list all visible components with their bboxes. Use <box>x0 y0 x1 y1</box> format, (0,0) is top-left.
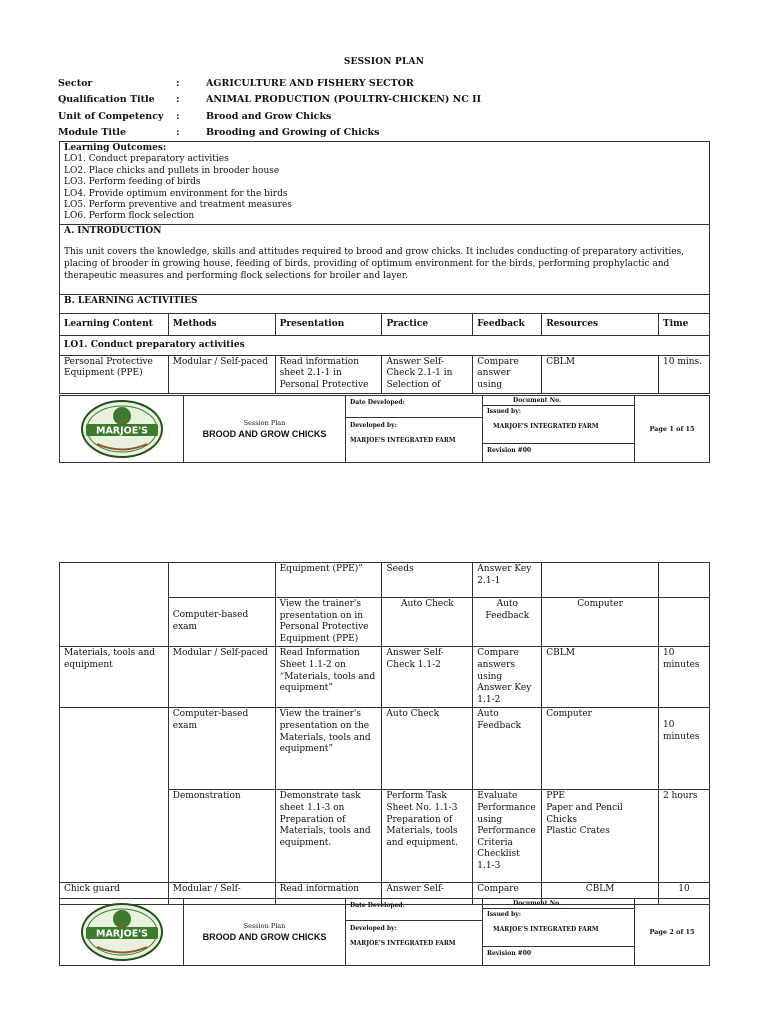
table-cell: Chick guard <box>60 883 169 905</box>
footer-small-title: Session Plan <box>243 419 286 427</box>
table-cell: Answer Self-Check 2.1-1 in Selection of <box>382 355 473 393</box>
table-cell: Computer <box>542 708 659 790</box>
table-cell: View the trainer's presentation on the Materials, tools and equipment” <box>275 708 382 790</box>
footer-big-title: BROOD AND GROW CHICKS <box>202 429 327 439</box>
column-header: Practice <box>382 313 473 335</box>
table-cell: Auto Feedback <box>473 598 542 647</box>
table-cell: CBLM <box>542 355 659 393</box>
table-cell: Read information <box>275 883 382 905</box>
table-cell: Modular / Self- <box>168 883 275 905</box>
table-cell: Auto Check <box>382 598 473 647</box>
revision-label: Revision #00 <box>487 950 532 957</box>
footer-developer-cell <box>346 899 483 965</box>
issued-by-label: Issued by: <box>487 408 521 415</box>
date-developed-label: Date Developed: <box>346 396 482 418</box>
table-cell: Compare answer using <box>473 355 542 393</box>
issuer-farm: MARJOE'S INTEGRATED FARM <box>493 926 599 933</box>
table-cell <box>168 563 275 598</box>
table-cell: Read Information Sheet 1.1-2 on “Materials, tools and equipment” <box>275 647 382 708</box>
issued-by-label: Issued by: <box>487 911 521 918</box>
date-developed-label: Date Developed: <box>346 899 482 921</box>
table-cell: Computer-based exam <box>168 708 275 790</box>
issuer-farm: MARJOE'S INTEGRATED FARM <box>493 423 599 430</box>
page-footer <box>59 898 710 966</box>
marjoes-logo-icon <box>79 902 165 962</box>
session-plan-header <box>58 57 710 141</box>
table-cell: Seeds <box>382 563 473 598</box>
column-header: Methods <box>168 313 275 335</box>
table-cell: CBLM <box>542 883 659 905</box>
footer-small-title: Session Plan <box>243 922 286 930</box>
developer-farm: MARJOE'S INTEGRATED FARM <box>350 940 456 947</box>
table-cell: Computer-based exam <box>168 598 275 647</box>
developed-by-label: Developed by: <box>350 422 397 429</box>
table-cell: Read information sheet 2.1-1 in Personal Protective <box>275 355 382 393</box>
footer-document-cell <box>483 899 635 965</box>
table-cell: Auto Check <box>382 708 473 790</box>
column-header: Feedback <box>473 313 542 335</box>
revision-label: Revision #00 <box>487 447 532 454</box>
learning-outcome-item: LO3. Perform feeding of birds <box>64 177 201 188</box>
table-cell <box>60 708 169 883</box>
table-cell: 10 minutes <box>658 647 709 708</box>
footer-big-title: BROOD AND GROW CHICKS <box>202 932 327 942</box>
learning-activities-heading: B. LEARNING ACTIVITIES <box>60 294 710 313</box>
footer-title-cell <box>184 899 346 965</box>
introduction-cell <box>60 224 710 294</box>
footer-developer-cell <box>346 396 483 462</box>
lo1-heading: LO1. Conduct preparatory activities <box>60 335 710 355</box>
table-cell: 10 minutes <box>658 708 709 790</box>
developed-by-label: Developed by: <box>350 925 397 932</box>
marjoes-logo-icon <box>79 399 165 459</box>
table-cell: CBLM <box>542 647 659 708</box>
session-plan-table-page2 <box>59 562 710 905</box>
page-number: Page 2 of 15 <box>649 928 695 936</box>
table-cell: View the trainer's presentation on in Personal Protective Equipment (PPE) <box>275 598 382 647</box>
logo-cell <box>60 899 184 965</box>
table-cell: Modular / Self-paced <box>168 647 275 708</box>
table-cell: Answer Self-Check 1.1-2 <box>382 647 473 708</box>
page-number: Page 1 of 15 <box>649 425 695 433</box>
column-header: Time <box>659 313 710 335</box>
table-cell: Answer Key 2.1-1 <box>473 563 542 598</box>
learning-outcome-item: LO1. Conduct preparatory activities <box>64 154 229 165</box>
table-cell: 10 <box>658 883 709 905</box>
learning-outcome-item: LO4. Provide optimum environment for the birds <box>64 188 288 199</box>
learning-outcomes-cell <box>60 142 710 225</box>
table-cell: Answer Self- <box>382 883 473 905</box>
learning-outcome-item: LO5. Perform preventive and treatment measures <box>64 200 292 211</box>
column-header: Presentation <box>275 313 382 335</box>
learning-outcomes-heading: Learning Outcomes: <box>64 143 167 153</box>
table-cell <box>658 563 709 598</box>
table-cell: Auto Feedback <box>473 708 542 790</box>
footer-title-cell <box>184 396 346 462</box>
table-cell: Perform Task Sheet No. 1.1-3 Preparation of Materials, tools and equipment. <box>382 790 473 883</box>
table-cell: 10 mins. <box>659 355 710 393</box>
table-cell: Computer <box>542 598 659 647</box>
introduction-text: This unit covers the knowledge, skills and attitudes required to brood and grow chicks. It includes conducting of preparatory activities, placing of brooder in growing house, feeding of birds, providing of optimum environment for the birds, performing prophylactic and therapeutic measures and performing flock selections for broiler and layer. <box>64 247 685 281</box>
column-header: Resources <box>542 313 659 335</box>
meta-qualification: Qualification Title : ANIMAL PRODUCTION (POULTRY-CHICKEN) NC II <box>58 94 482 106</box>
table-cell: Materials, tools and equipment <box>60 647 169 708</box>
table-cell: 2 hours <box>658 790 709 883</box>
document-no-label: Document No. <box>483 899 634 909</box>
introduction-heading: A. INTRODUCTION <box>64 225 162 236</box>
table-cell: Demonstration <box>168 790 275 883</box>
table-cell: Compare <box>473 883 542 905</box>
meta-sector: Sector : AGRICULTURE AND FISHERY SECTOR <box>58 77 414 89</box>
table-cell: Evaluate Performance using Performance Criteria Checklist 1.1-3 <box>473 790 542 883</box>
page-title: SESSION PLAN <box>343 57 425 67</box>
meta-module: Module Title : Brooding and Growing of Chicks <box>58 127 380 139</box>
meta-unit: Unit of Competency : Brood and Grow Chicks <box>58 110 332 122</box>
table-cell <box>60 563 169 647</box>
table-cell: Equipment (PPE)” <box>275 563 382 598</box>
learning-outcome-item: LO6. Perform flock selection <box>64 211 195 222</box>
table-cell: Demonstrate task sheet 1.1-3 on Preparation of Materials, tools and equipment. <box>275 790 382 883</box>
footer-document-cell <box>483 396 635 462</box>
svg-text:MARJOE'S: MARJOE'S <box>95 425 148 437</box>
table-cell: Modular / Self-paced <box>168 355 275 393</box>
logo-cell <box>60 396 184 462</box>
session-plan-table-page1 <box>59 141 710 394</box>
table-cell: Compare answers using Answer Key 1.1-2 <box>473 647 542 708</box>
developer-farm: MARJOE'S INTEGRATED FARM <box>350 437 456 444</box>
table-cell: Personal Protective Equipment (PPE) <box>60 355 169 393</box>
table-cell <box>542 563 659 598</box>
table-cell <box>658 598 709 647</box>
page-footer <box>59 395 710 463</box>
document-no-label: Document No. <box>483 396 634 406</box>
learning-outcome-item: LO2. Place chicks and pullets in brooder house <box>64 165 280 176</box>
column-header: Learning Content <box>60 313 169 335</box>
table-cell: PPE Paper and Pencil Chicks Plastic Crates <box>542 790 659 883</box>
svg-text:MARJOE'S: MARJOE'S <box>95 928 148 940</box>
